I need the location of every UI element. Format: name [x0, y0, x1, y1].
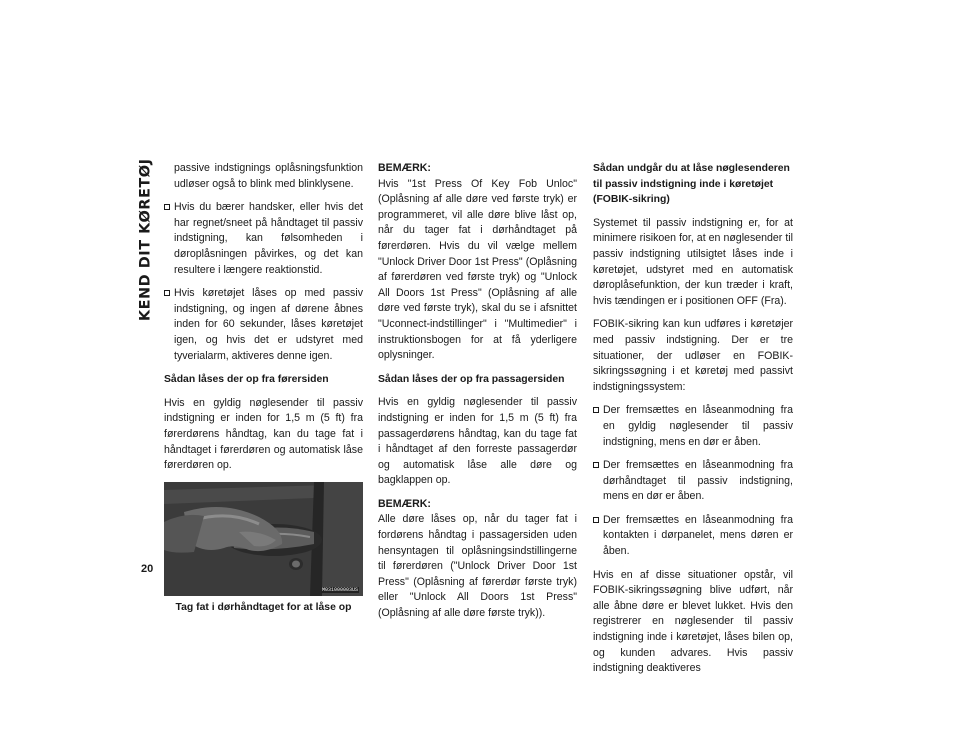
note-label: BEMÆRK:	[378, 497, 431, 510]
door-handle-illustration	[164, 482, 363, 596]
side-chapter-title-text: KEND DIT KØRETØJ	[137, 158, 154, 322]
section-heading: Sådan låses der op fra passagersiden	[378, 373, 565, 385]
page-number: 20	[141, 563, 154, 575]
paragraph: passive indstignings oplåsningsfunktion udløser også to blink med blinklysene.	[174, 162, 363, 190]
paragraph: Systemet til passiv indstigning er, for at minimere risikoen for, at en nøglesender til passiv indstigning utilsigtet låses inde i køretøjet, udstyret med en automatisk døroplåsefunktion, der kun træder i kraft, hvis tændingen er i positionen OFF (Fra).	[593, 216, 793, 307]
square-bullet-icon	[164, 204, 170, 210]
section-heading: Sådan låses der op fra førersiden	[164, 374, 329, 386]
section-heading: Sådan undgår du at låse nøglesenderen til passiv indstigning inde i køretøjet (FOBIK-sikring)	[593, 163, 790, 206]
bullet-item	[164, 200, 363, 278]
paragraph: FOBIK-sikring kan kun udføres i køretøjer med passiv indstigning. Der er tre situationer, der udløser en FOBIK-sikringssøgning i et køretøj med passivt indstigningssystem:	[593, 318, 793, 393]
side-chapter-title	[136, 158, 156, 322]
bullet-item	[593, 403, 793, 450]
bullet-text: Hvis du bærer handsker, eller hvis det har regnet/sneet på håndtaget til passiv indstigning, kan følsomheden i døroplåsningen påvirkes, og det kan resultere i længere reaktionstid.	[174, 201, 363, 276]
square-bullet-icon	[164, 290, 170, 296]
bullet-item	[593, 458, 793, 505]
paragraph: Hvis en af disse situationer opstår, vil FOBIK-sikringssøgning blive udført, når alle åbne døre er blevet lukket. Hvis den registrerer en nøglesender til passiv indstigning inde i køretøjet, låses bilen op, og kunden advares. Hvis passiv indstigning deaktiveres	[593, 568, 793, 675]
bullet-item	[593, 513, 793, 560]
paragraph: Hvis en gyldig nøglesender til passiv indstigning er inden for 1,5 m (5 ft) fra førerdørens håndtag, kan du tage fat i håndtaget i førerdøren og automatisk låse førerdøren op.	[164, 396, 363, 472]
note-label: BEMÆRK:	[378, 162, 431, 174]
bullet-item	[164, 286, 363, 364]
door-handle-photo	[164, 482, 363, 596]
square-bullet-icon	[593, 517, 599, 523]
bullet-text: Der fremsættes en låseanmodning fra en gyldig nøglesender til passiv indstigning, mens en dør er åben.	[603, 404, 793, 448]
column-right	[593, 161, 793, 685]
note-text: Alle døre låses op, når du tager fat i fordørens håndtag i passagersiden uden hensyntagen til oplåsningsindstillingerne til førerdøren ("Unlock Driver Door 1st Press" (Oplåsning af førerdør første tryk) eller "Unlock All Doors 1st Press" (Oplåsning af alle døre første tryk)).	[378, 513, 577, 620]
photo-caption: Tag fat i dørhåndtaget for at låse op	[175, 601, 352, 613]
photo-reference-code: M031000003US	[321, 586, 358, 593]
bullet-text: Hvis køretøjet låses op med passiv indstigning, og ingen af dørene åbnes inden for 60 sekunder, låses køretøjet igen, og hvis det er udstyret med tyverialarm, aktiveres denne igen.	[174, 287, 363, 362]
bullet-text: Der fremsættes en låseanmodning fra kontakten i dørpanelet, mens døren er åben.	[603, 513, 793, 558]
square-bullet-icon	[593, 462, 599, 468]
note-text: Hvis "1st Press Of Key Fob Unloc" (Oplåsning af alle døre ved første tryk) er programmeret, vil alle døre blive låst op, når du tager fat i dørhåndtaget på førerdøren. Hvis du vil vælge mellem "Unlock Driver Door 1st Press" (Oplåsning af førerdøren ved første tryk) og "Unlock All Doors 1st Press" (Oplåsning af alle døre ved første tryk), skal du se i afsnittet "Uconnect-indstillinger" i "Multimedier" i instruktionsbogen for at få yderligere oplysninger.	[378, 177, 577, 362]
bullet-text: Der fremsættes en låseanmodning fra dørhåndtaget til passiv indstigning, mens en dør er åben.	[603, 459, 793, 503]
column-middle	[378, 161, 577, 630]
paragraph: Hvis en gyldig nøglesender til passiv indstigning er inden for 1,5 m (5 ft) fra passagerdørens håndtag, kan du tage fat i håndtaget af den forreste passagerdør og automatisk låse alle døre og bagklappen op.	[378, 396, 577, 487]
square-bullet-icon	[593, 407, 599, 413]
column-left	[164, 161, 363, 615]
